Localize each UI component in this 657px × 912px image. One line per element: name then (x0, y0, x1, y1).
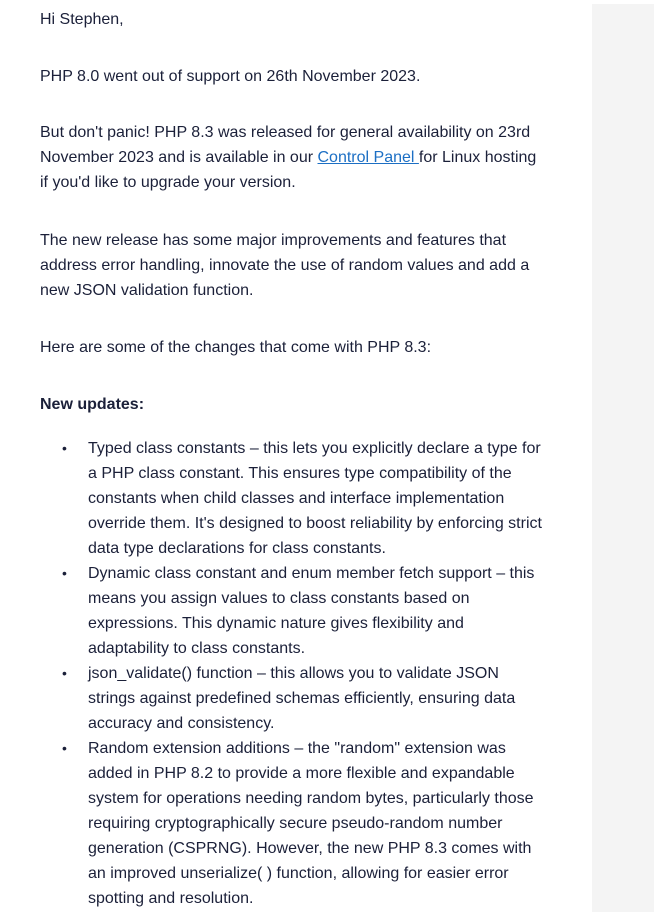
bullet-icon: • (62, 740, 67, 756)
updates-list (40, 436, 548, 911)
control-panel-link[interactable]: Control Panel (317, 149, 419, 166)
release-text-before-link: But don't panic! PHP 8.3 was released for general availability on 23rd November 2023 and is available in our (40, 124, 531, 166)
improvements-paragraph: The new release has some major improvements and features that address error handling, innovate the use of random values and add a new JSON validation function. (40, 232, 530, 299)
new-updates-heading: New updates: (40, 396, 145, 413)
list-item (62, 661, 548, 736)
bullet-icon: • (62, 440, 67, 456)
list-item-text: json_validate() function – this allows you to validate JSON strings against predefined schemas efficiently, ensuring data accuracy and consistency. (88, 665, 516, 732)
bullet-icon: • (62, 665, 67, 681)
list-item-text: Typed class constants – this lets you explicitly declare a type for a PHP class constant. This ensures type compatibility of the constants when child classes and interface implementation override them. It's designed to boost reliability by enforcing strict data type declarations for class constants. (88, 440, 542, 557)
list-item (62, 436, 548, 561)
list-item-text: Random extension additions – the "random" extension was added in PHP 8.2 to provide a more flexible and expandable system for operations needing random bytes, particularly those requiring cryptographically secure pseudo-random number generation (CSPRNG). However, the new PHP 8.3 comes with an improved unserialize( ) function, allowing for easier error spotting and resolution. (88, 740, 534, 907)
support-notice-paragraph: PHP 8.0 went out of support on 26th November 2023. (40, 68, 421, 85)
list-item (62, 561, 548, 661)
changes-intro-paragraph: Here are some of the changes that come with PHP 8.3: (40, 339, 432, 356)
bullet-icon: • (62, 565, 67, 581)
list-item (62, 736, 548, 911)
release-text-after-link: for Linux hosting if you'd like to upgrade your version. (40, 149, 537, 191)
release-paragraph (40, 120, 545, 195)
greeting: Hi Stephen, (40, 11, 124, 28)
side-panel (592, 4, 654, 912)
list-item-text: Dynamic class constant and enum member fetch support – this means you assign values to class constants based on expressions. This dynamic nature gives flexibility and adaptability to class constants. (88, 565, 535, 657)
